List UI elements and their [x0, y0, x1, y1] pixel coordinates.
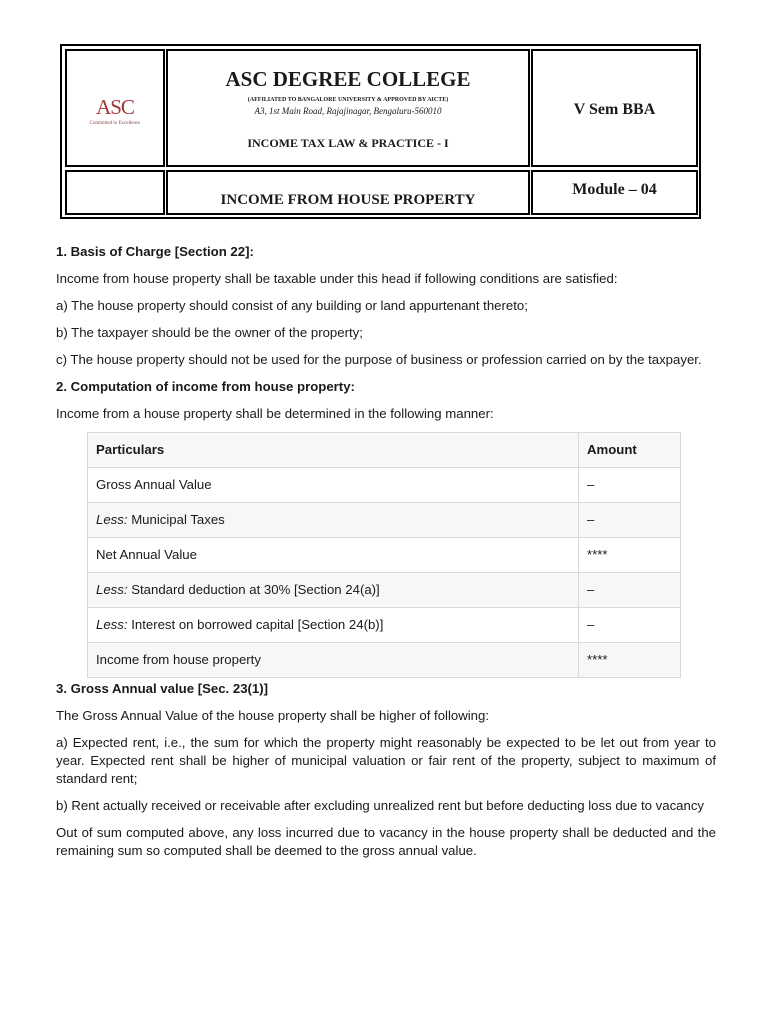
- condition-a: a) The house property should consist of any building or land appurtenant thereto;: [56, 298, 528, 313]
- row-prefix: Less:: [96, 512, 128, 527]
- topic-title: INCOME FROM HOUSE PROPERTY: [220, 192, 476, 208]
- row-label: Municipal Taxes: [127, 512, 225, 527]
- section3-closing: Out of sum computed above, any loss incurred due to vacancy in the house property shall be deducted and the remaining sum so computed shall be deemed to the gross annual value.: [56, 825, 716, 858]
- amount-cell: ****: [579, 643, 681, 678]
- particulars-cell: [88, 608, 579, 643]
- section1-heading: 1. Basis of Charge [Section 22]:: [56, 244, 254, 259]
- section2-heading: 2. Computation of income from house property:: [56, 379, 355, 394]
- college-name: ASC DEGREE COLLEGE: [225, 67, 471, 91]
- row-label: Interest on borrowed capital [Section 24(b)]: [127, 617, 384, 632]
- table-row: [88, 643, 681, 678]
- row-label: Gross Annual Value: [96, 477, 212, 492]
- subject-title: INCOME TAX LAW & PRACTICE - I: [247, 136, 449, 150]
- condition-b: b) The taxpayer should be the owner of the property;: [56, 325, 363, 340]
- section3-intro: The Gross Annual Value of the house property shall be higher of following:: [56, 708, 490, 723]
- computation-table: [87, 432, 681, 678]
- table-row: [88, 468, 681, 503]
- section3-heading: 3. Gross Annual value [Sec. 23(1)]: [56, 681, 269, 696]
- particulars-cell: [88, 538, 579, 573]
- column-header-amount: Amount: [579, 433, 681, 468]
- row-label: Net Annual Value: [96, 547, 197, 562]
- gav-item-a: a) Expected rent, i.e., the sum for which the property might reasonably be expected to be let out from year to year. Expected rent shall be higher of municipal valuation or fair rent of the property, subject to maximum of standard rent;: [56, 735, 716, 786]
- gav-item-b: b) Rent actually received or receivable after excluding unrealized rent but before deducting loss due to vacancy: [56, 798, 705, 813]
- amount-cell: –: [579, 503, 681, 538]
- amount-cell: –: [579, 608, 681, 643]
- section1-intro: Income from house property shall be taxable under this head if following conditions are satisfied:: [56, 271, 618, 286]
- logo-text: ASC: [96, 95, 134, 119]
- college-logo: [67, 95, 163, 126]
- particulars-cell: [88, 503, 579, 538]
- module-label: Module – 04: [572, 181, 657, 198]
- table-row: [88, 573, 681, 608]
- table-row: [88, 608, 681, 643]
- logo-tagline: Committed to Excellence: [89, 121, 141, 126]
- particulars-cell: [88, 468, 579, 503]
- title-cell: [166, 49, 530, 167]
- row-prefix: Less:: [96, 617, 128, 632]
- affiliation-line: (AFFILIATED TO BANGALORE UNIVERSITY & APPROVED BY AICTE): [247, 97, 449, 103]
- column-header-particulars: Particulars: [88, 433, 579, 468]
- logo-cell: [65, 49, 165, 167]
- particulars-cell: [88, 573, 579, 608]
- particulars-cell: [88, 643, 579, 678]
- document-body: [56, 243, 716, 869]
- amount-cell: ****: [579, 538, 681, 573]
- table-row: [88, 503, 681, 538]
- table-header-row: [88, 433, 681, 468]
- row-label: Standard deduction at 30% [Section 24(a)]: [127, 582, 380, 597]
- section2-intro: Income from a house property shall be determined in the following manner:: [56, 406, 494, 421]
- module-cell: [531, 170, 698, 215]
- document-header: [60, 44, 701, 219]
- address-line: A3, 1st Main Road, Rajajinagar, Bengaluru-560010: [254, 106, 442, 116]
- condition-c: c) The house property should not be used for the purpose of business or profession carried on by the taxpayer.: [56, 352, 702, 367]
- row-prefix: Less:: [96, 582, 128, 597]
- table-row: [88, 538, 681, 573]
- semester-cell: [531, 49, 698, 167]
- semester-label: V Sem BBA: [573, 101, 656, 118]
- empty-cell: [65, 170, 165, 215]
- amount-cell: –: [579, 468, 681, 503]
- topic-cell: [166, 170, 530, 215]
- amount-cell: –: [579, 573, 681, 608]
- row-label: Income from house property: [96, 652, 261, 667]
